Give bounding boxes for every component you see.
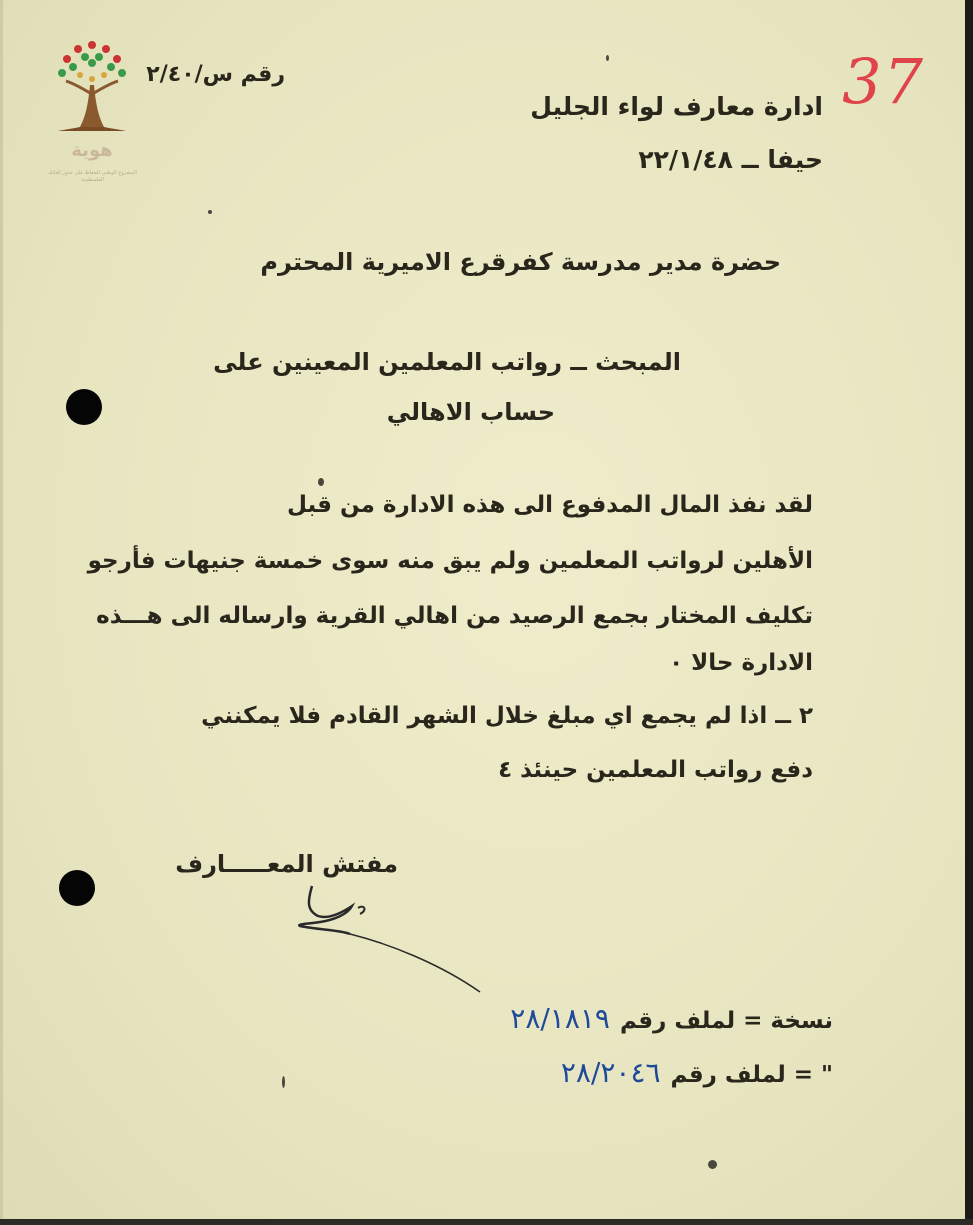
city-date: حيفا ــ ٢٢/١/٤٨ bbox=[638, 145, 823, 174]
logo-caption: المشروع الوطني للحفاظ على جذور العائلة الفلسطينية bbox=[48, 170, 137, 183]
copy-label-2: " = لملف رقم bbox=[670, 1062, 833, 1088]
copy-line-2 bbox=[561, 1056, 833, 1089]
scan-border-bottom bbox=[0, 1219, 973, 1225]
punch-hole-top bbox=[66, 389, 102, 425]
scan-speck bbox=[208, 210, 212, 214]
subject-line-1: المبحث ــ رواتب المعلمين المعينين على bbox=[213, 348, 681, 376]
subject-line-2: حساب الاهالي bbox=[386, 398, 555, 426]
scan-speck bbox=[708, 1160, 717, 1169]
body-line-6: دفع رواتب المعلمين حينئذ ٤ bbox=[498, 757, 813, 783]
copy-label-1: نسخة = لملف رقم bbox=[619, 1008, 833, 1034]
logo-word: هوية bbox=[71, 140, 113, 161]
body-line-1: لقد نفذ المال المدفوع الى هذه الادارة من قبل bbox=[287, 492, 813, 518]
reference-number: رقم س/٢/٤٠ bbox=[146, 62, 285, 87]
file-number-1: ٢٨/١٨١٩ bbox=[510, 1002, 610, 1035]
handwritten-signature bbox=[290, 880, 500, 1000]
page-edge-left bbox=[0, 0, 3, 1225]
recipient-line: حضرة مدير مدرسة كفرقرع الاميرية المحترم bbox=[260, 248, 781, 276]
handwritten-page-number: 37 bbox=[842, 45, 925, 118]
scan-speck bbox=[318, 478, 324, 486]
signatory-title: مفتش المعـــــارف bbox=[175, 850, 398, 878]
body-line-2: الأهلين لرواتب المعلمين ولم يبق منه سوى خمسة جنيهات فأرجو bbox=[87, 548, 813, 574]
scan-speck bbox=[606, 55, 609, 61]
file-number-2: ٢٨/٢٠٤٦ bbox=[560, 1056, 661, 1089]
scan-border-right bbox=[965, 0, 973, 1225]
punch-hole-bottom bbox=[59, 870, 95, 906]
body-line-5: ٢ ــ اذا لم يجمع اي مبلغ خلال الشهر القادم فلا يمكنني bbox=[201, 703, 813, 729]
scan-speck bbox=[282, 1076, 285, 1088]
office-name: ادارة معارف لواء الجليل bbox=[530, 92, 823, 121]
body-line-4: الادارة حالا ٠ bbox=[669, 650, 813, 676]
body-line-3: تكليف المختار بجمع الرصيد من اهالي القرية وارساله الى هـــذه bbox=[96, 603, 813, 629]
copy-line-1 bbox=[510, 1002, 833, 1035]
